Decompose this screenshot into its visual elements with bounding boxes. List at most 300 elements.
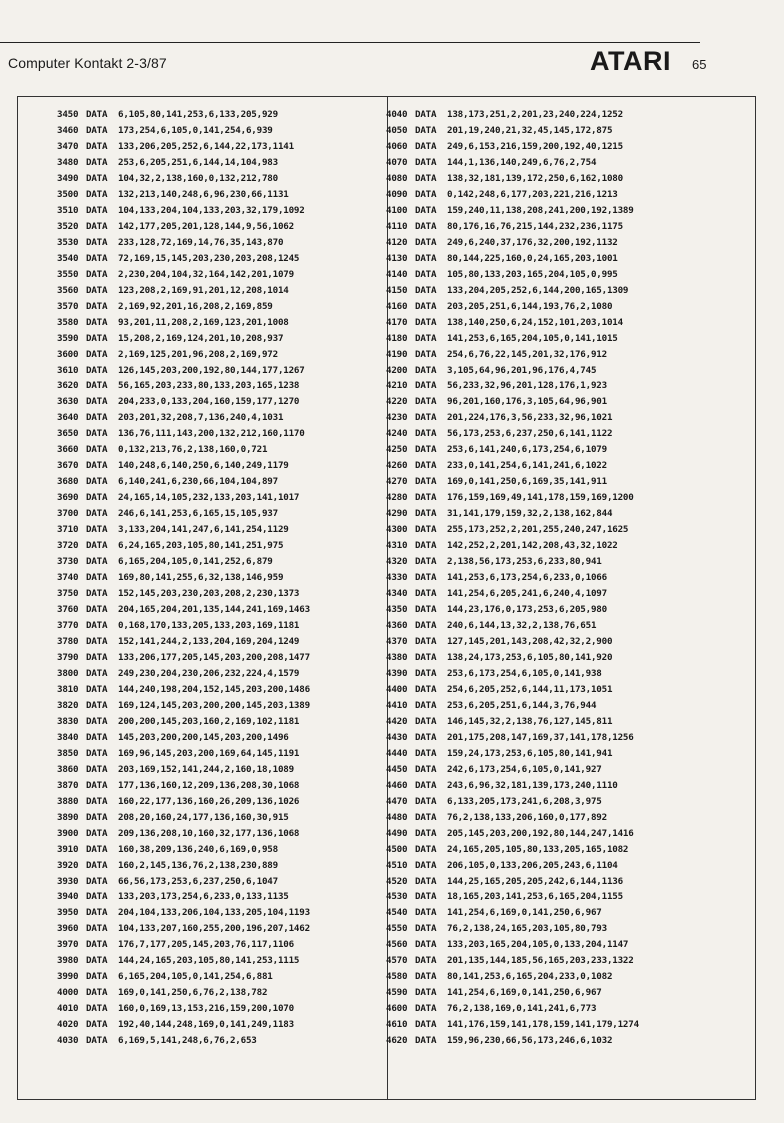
line-number: 3760: [57, 604, 79, 616]
listing-column-right: [386, 107, 639, 1049]
code-line: [386, 586, 639, 602]
line-number: 4480: [386, 811, 408, 823]
data-keyword: DATA: [86, 620, 108, 631]
data-values: 18,165,203,141,253,6,165,204,1155: [447, 891, 623, 903]
line-number: 3840: [57, 731, 79, 743]
data-values: 6,165,204,105,0,141,254,6,881: [118, 971, 273, 983]
data-values: 24,165,14,105,232,133,203,141,1017: [118, 492, 300, 504]
code-line: [57, 570, 310, 586]
line-number: 4260: [386, 460, 408, 472]
data-keyword: DATA: [415, 268, 437, 280]
line-number: 4440: [386, 747, 408, 759]
code-line: [57, 1033, 310, 1049]
data-keyword: DATA: [415, 364, 437, 376]
line-number: 3640: [57, 412, 79, 424]
code-line: [386, 634, 639, 650]
data-keyword: DATA: [86, 875, 108, 887]
line-number: 4500: [386, 843, 408, 855]
data-values: 253,6,141,240,6,173,254,6,1079: [447, 444, 607, 456]
data-values: 24,165,205,105,80,133,205,165,1082: [447, 843, 629, 855]
code-line: [57, 171, 310, 187]
data-values: 132,213,140,248,6,96,230,66,1131: [118, 188, 289, 200]
data-keyword: DATA: [86, 907, 108, 919]
data-values: 0,142,248,6,177,203,221,216,1213: [447, 188, 618, 200]
data-keyword: DATA: [415, 540, 437, 552]
data-keyword: DATA: [415, 396, 437, 408]
code-line: [57, 235, 310, 251]
code-line: [57, 778, 310, 794]
data-values: 200,200,145,203,160,2,169,102,1181: [118, 715, 300, 727]
line-number: 4530: [386, 891, 408, 903]
line-number: 3940: [57, 891, 79, 903]
data-values: 205,145,203,200,192,80,144,247,1416: [447, 827, 634, 839]
data-values: 204,233,0,133,204,160,159,177,1270: [118, 396, 300, 408]
data-values: 104,133,207,160,255,200,196,207,1462: [118, 923, 310, 935]
code-line: [57, 874, 310, 890]
data-keyword: DATA: [86, 556, 108, 568]
code-line: [57, 442, 310, 458]
code-line: [386, 554, 639, 570]
line-number: 4370: [386, 635, 408, 647]
line-number: 4050: [386, 124, 408, 136]
code-line: [57, 985, 310, 1001]
line-number: 4150: [386, 284, 408, 296]
code-line: [57, 1017, 310, 1033]
line-number: 4060: [386, 140, 408, 152]
data-values: 253,6,173,254,6,105,0,141,938: [447, 667, 602, 679]
line-number: 3880: [57, 795, 79, 807]
code-line: [57, 394, 310, 410]
data-keyword: DATA: [415, 380, 437, 392]
code-line: [57, 905, 310, 921]
data-keyword: DATA: [86, 380, 108, 392]
data-values: 249,6,153,216,159,200,192,40,1215: [447, 140, 623, 152]
line-number: 4290: [386, 508, 408, 520]
data-keyword: DATA: [86, 524, 108, 536]
line-number: 4360: [386, 620, 408, 631]
data-values: 176,159,169,49,141,178,159,169,1200: [447, 492, 634, 504]
data-keyword: DATA: [86, 492, 108, 504]
line-number: 3860: [57, 763, 79, 775]
line-number: 4570: [386, 955, 408, 967]
page-header: [0, 42, 784, 76]
line-number: 4550: [386, 923, 408, 935]
data-keyword: DATA: [415, 859, 437, 871]
data-keyword: DATA: [415, 316, 437, 328]
data-keyword: DATA: [415, 1035, 437, 1047]
data-values: 66,56,173,253,6,237,250,6,1047: [118, 875, 278, 887]
line-number: 3630: [57, 396, 79, 408]
data-values: 133,206,205,252,6,144,22,173,1141: [118, 140, 294, 152]
data-values: 246,6,141,253,6,165,15,105,937: [118, 508, 278, 520]
data-keyword: DATA: [415, 284, 437, 296]
code-line: [57, 810, 310, 826]
line-number: 4300: [386, 524, 408, 536]
code-line: [57, 538, 310, 554]
data-values: 169,124,145,203,200,200,145,203,1389: [118, 699, 310, 711]
data-keyword: DATA: [415, 524, 437, 536]
code-line: [386, 235, 639, 251]
data-keyword: DATA: [86, 747, 108, 759]
line-number: 3700: [57, 508, 79, 520]
code-line: [386, 602, 639, 618]
line-number: 3530: [57, 236, 79, 248]
code-line: [57, 219, 310, 235]
data-values: 204,165,204,201,135,144,241,169,1463: [118, 604, 310, 616]
line-number: 3650: [57, 428, 79, 440]
line-number: 4020: [57, 1019, 79, 1031]
magazine-issue: Computer Kontakt 2-3/87: [8, 55, 167, 71]
line-number: 4460: [386, 779, 408, 791]
data-values: 203,169,152,141,244,2,160,18,1089: [118, 763, 294, 775]
data-keyword: DATA: [86, 891, 108, 903]
code-line: [386, 762, 639, 778]
data-keyword: DATA: [415, 747, 437, 759]
code-line: [386, 969, 639, 985]
line-number: 3920: [57, 859, 79, 871]
data-keyword: DATA: [415, 140, 437, 152]
code-line: [57, 889, 310, 905]
line-number: 3850: [57, 747, 79, 759]
code-line: [57, 969, 310, 985]
data-keyword: DATA: [415, 843, 437, 855]
line-number: 3570: [57, 300, 79, 312]
data-keyword: DATA: [86, 1035, 108, 1047]
line-number: 3930: [57, 875, 79, 887]
code-line: [386, 985, 639, 1001]
line-number: 3500: [57, 188, 79, 200]
line-number: 4180: [386, 332, 408, 344]
code-line: [57, 283, 310, 299]
line-number: 3770: [57, 620, 79, 631]
data-keyword: DATA: [86, 444, 108, 456]
line-number: 4130: [386, 252, 408, 264]
data-keyword: DATA: [86, 412, 108, 424]
data-keyword: DATA: [86, 460, 108, 472]
code-line: [57, 139, 310, 155]
data-keyword: DATA: [86, 364, 108, 376]
line-number: 4220: [386, 396, 408, 408]
line-number: 4600: [386, 1003, 408, 1015]
line-number: 4390: [386, 667, 408, 679]
data-values: 169,96,145,203,200,169,64,145,1191: [118, 747, 300, 759]
line-number: 4410: [386, 699, 408, 711]
code-line: [386, 810, 639, 826]
data-keyword: DATA: [86, 428, 108, 440]
line-number: 4160: [386, 300, 408, 312]
line-number: 4230: [386, 412, 408, 424]
code-line: [57, 1001, 310, 1017]
data-keyword: DATA: [86, 683, 108, 695]
data-keyword: DATA: [415, 588, 437, 600]
code-line: [57, 315, 310, 331]
code-line: [386, 698, 639, 714]
line-number: 4000: [57, 987, 79, 999]
data-keyword: DATA: [415, 923, 437, 935]
line-number: 4250: [386, 444, 408, 456]
data-values: 140,248,6,140,250,6,140,249,1179: [118, 460, 289, 472]
data-keyword: DATA: [415, 1003, 437, 1015]
data-values: 138,140,250,6,24,152,101,203,1014: [447, 316, 623, 328]
code-line: [386, 842, 639, 858]
code-line: [386, 953, 639, 969]
data-keyword: DATA: [415, 444, 437, 456]
code-line: [57, 267, 310, 283]
data-values: 152,141,244,2,133,204,169,204,1249: [118, 635, 300, 647]
line-number: 3990: [57, 971, 79, 983]
data-values: 159,96,230,66,56,173,246,6,1032: [447, 1035, 613, 1047]
data-values: 133,203,173,254,6,233,0,133,1135: [118, 891, 289, 903]
code-line: [386, 251, 639, 267]
data-values: 255,173,252,2,201,255,240,247,1625: [447, 524, 629, 536]
data-keyword: DATA: [415, 939, 437, 951]
data-values: 133,206,177,205,145,203,200,208,1477: [118, 651, 310, 663]
line-number: 3810: [57, 683, 79, 695]
code-line: [57, 666, 310, 682]
data-keyword: DATA: [86, 156, 108, 168]
data-keyword: DATA: [415, 683, 437, 695]
line-number: 4540: [386, 907, 408, 919]
code-line: [386, 570, 639, 586]
code-line: [386, 937, 639, 953]
code-line: [386, 889, 639, 905]
data-values: 104,133,204,104,133,203,32,179,1092: [118, 204, 305, 216]
code-line: [386, 650, 639, 666]
line-number: 4340: [386, 588, 408, 600]
line-number: 4420: [386, 715, 408, 727]
data-keyword: DATA: [86, 540, 108, 552]
data-values: 159,24,173,253,6,105,80,141,941: [447, 747, 613, 759]
data-values: 6,24,165,203,105,80,141,251,975: [118, 540, 284, 552]
line-number: 3520: [57, 220, 79, 232]
line-number: 3510: [57, 204, 79, 216]
data-values: 144,240,198,204,152,145,203,200,1486: [118, 683, 310, 695]
code-line: [386, 378, 639, 394]
line-number: 3950: [57, 907, 79, 919]
data-keyword: DATA: [86, 252, 108, 264]
line-number: 4080: [386, 172, 408, 184]
data-keyword: DATA: [86, 939, 108, 951]
data-values: 203,201,32,208,7,136,240,4,1031: [118, 412, 284, 424]
code-line: [57, 363, 310, 379]
data-keyword: DATA: [86, 572, 108, 584]
line-number: 4350: [386, 604, 408, 616]
code-line: [57, 921, 310, 937]
data-keyword: DATA: [86, 811, 108, 823]
line-number: 4520: [386, 875, 408, 887]
data-keyword: DATA: [415, 763, 437, 775]
data-keyword: DATA: [415, 508, 437, 520]
code-line: [57, 203, 310, 219]
data-values: 201,135,144,185,56,165,203,233,1322: [447, 955, 634, 967]
code-line: [57, 251, 310, 267]
line-number: 4010: [57, 1003, 79, 1015]
data-values: 203,205,251,6,144,193,76,2,1080: [447, 300, 613, 312]
data-keyword: DATA: [415, 188, 437, 200]
code-line: [386, 299, 639, 315]
data-keyword: DATA: [415, 667, 437, 679]
line-number: 3550: [57, 268, 79, 280]
line-number: 4240: [386, 428, 408, 440]
code-line: [57, 586, 310, 602]
data-values: 144,1,136,140,249,6,76,2,754: [447, 156, 597, 168]
data-keyword: DATA: [415, 635, 437, 647]
data-values: 93,201,11,208,2,169,123,201,1008: [118, 316, 289, 328]
data-keyword: DATA: [415, 109, 437, 120]
data-keyword: DATA: [86, 109, 108, 120]
line-number: 4580: [386, 971, 408, 983]
data-values: 3,105,64,96,201,96,176,4,745: [447, 364, 597, 376]
data-keyword: DATA: [415, 124, 437, 136]
data-values: 201,224,176,3,56,233,32,96,1021: [447, 412, 613, 424]
line-number: 4040: [386, 109, 408, 120]
line-number: 4620: [386, 1035, 408, 1047]
data-keyword: DATA: [415, 891, 437, 903]
data-values: 201,175,208,147,169,37,141,178,1256: [447, 731, 634, 743]
data-values: 240,6,144,13,32,2,138,76,651: [447, 620, 597, 631]
code-line: [57, 347, 310, 363]
code-line: [386, 730, 639, 746]
data-values: 146,145,32,2,138,76,127,145,811: [447, 715, 613, 727]
data-keyword: DATA: [86, 923, 108, 935]
data-keyword: DATA: [415, 987, 437, 999]
data-values: 177,136,160,12,209,136,208,30,1068: [118, 779, 300, 791]
data-values: 6,165,204,105,0,141,252,6,879: [118, 556, 273, 568]
code-line: [57, 331, 310, 347]
data-keyword: DATA: [86, 316, 108, 328]
line-number: 4270: [386, 476, 408, 488]
data-values: 253,6,205,251,6,144,14,104,983: [118, 156, 278, 168]
line-number: 4100: [386, 204, 408, 216]
line-number: 3790: [57, 651, 79, 663]
code-line: [57, 410, 310, 426]
data-values: 242,6,173,254,6,105,0,141,927: [447, 763, 602, 775]
data-values: 160,38,209,136,240,6,169,0,958: [118, 843, 278, 855]
code-line: [57, 107, 310, 123]
code-line: [57, 618, 310, 634]
code-line: [57, 746, 310, 762]
code-line: [386, 458, 639, 474]
code-line: [57, 602, 310, 618]
data-keyword: DATA: [415, 252, 437, 264]
code-line: [57, 506, 310, 522]
line-number: 4140: [386, 268, 408, 280]
code-line: [57, 714, 310, 730]
data-keyword: DATA: [86, 955, 108, 967]
data-values: 6,169,5,141,248,6,76,2,653: [118, 1035, 257, 1047]
data-values: 56,233,32,96,201,128,176,1,923: [447, 380, 607, 392]
code-line: [57, 187, 310, 203]
data-values: 243,6,96,32,181,139,173,240,1110: [447, 779, 618, 791]
line-number: 3750: [57, 588, 79, 600]
line-number: 3460: [57, 124, 79, 136]
data-values: 123,208,2,169,91,201,12,208,1014: [118, 284, 289, 296]
data-keyword: DATA: [86, 1019, 108, 1031]
code-line: [386, 538, 639, 554]
data-keyword: DATA: [415, 955, 437, 967]
data-keyword: DATA: [415, 348, 437, 360]
line-number: 3710: [57, 524, 79, 536]
line-number: 3800: [57, 667, 79, 679]
data-values: 141,254,6,205,241,6,240,4,1097: [447, 588, 607, 600]
data-keyword: DATA: [415, 715, 437, 727]
data-values: 141,254,6,169,0,141,250,6,967: [447, 987, 602, 999]
data-values: 254,6,76,22,145,201,32,176,912: [447, 348, 607, 360]
line-number: 4170: [386, 316, 408, 328]
data-values: 0,168,170,133,205,133,203,169,1181: [118, 620, 300, 631]
listing-frame: [17, 96, 756, 1100]
line-number: 3740: [57, 572, 79, 584]
data-values: 249,6,240,37,176,32,200,192,1132: [447, 236, 618, 248]
line-number: 4470: [386, 795, 408, 807]
data-keyword: DATA: [86, 172, 108, 184]
data-values: 141,176,159,141,178,159,141,179,1274: [447, 1019, 639, 1031]
code-line: [386, 474, 639, 490]
data-keyword: DATA: [415, 731, 437, 743]
data-keyword: DATA: [86, 348, 108, 360]
data-keyword: DATA: [415, 811, 437, 823]
code-line: [57, 299, 310, 315]
data-keyword: DATA: [86, 204, 108, 216]
code-line: [386, 219, 639, 235]
data-values: 169,0,141,250,6,76,2,138,782: [118, 987, 268, 999]
line-number: 4450: [386, 763, 408, 775]
brand-title: ATARI: [590, 46, 671, 76]
line-number: 3480: [57, 156, 79, 168]
data-values: 160,0,169,13,153,216,159,200,1070: [118, 1003, 294, 1015]
data-keyword: DATA: [86, 699, 108, 711]
data-values: 80,176,16,76,215,144,232,236,1175: [447, 220, 623, 232]
line-number: 3900: [57, 827, 79, 839]
data-values: 2,230,204,104,32,164,142,201,1079: [118, 268, 294, 280]
data-keyword: DATA: [86, 140, 108, 152]
code-line: [386, 921, 639, 937]
data-values: 141,254,6,169,0,141,250,6,967: [447, 907, 602, 919]
code-line: [386, 778, 639, 794]
header-rule: [0, 42, 700, 43]
code-line: [57, 650, 310, 666]
data-values: 2,138,56,173,253,6,233,80,941: [447, 556, 602, 568]
line-number: 4320: [386, 556, 408, 568]
data-values: 6,133,205,173,241,6,208,3,975: [447, 795, 602, 807]
data-keyword: DATA: [415, 220, 437, 232]
data-values: 136,76,111,143,200,132,212,160,1170: [118, 428, 305, 440]
data-values: 141,253,6,173,254,6,233,0,1066: [447, 572, 607, 584]
line-number: 3730: [57, 556, 79, 568]
data-values: 56,165,203,233,80,133,203,165,1238: [118, 380, 300, 392]
data-values: 2,169,125,201,96,208,2,169,972: [118, 348, 278, 360]
line-number: 3870: [57, 779, 79, 791]
line-number: 4190: [386, 348, 408, 360]
data-values: 160,22,177,136,160,26,209,136,1026: [118, 795, 300, 807]
code-line: [386, 331, 639, 347]
line-number: 4400: [386, 683, 408, 695]
data-keyword: DATA: [86, 971, 108, 983]
line-number: 4030: [57, 1035, 79, 1047]
data-values: 127,145,201,143,208,42,32,2,900: [447, 635, 613, 647]
line-number: 4380: [386, 651, 408, 663]
listing-column-left: [57, 107, 310, 1049]
data-values: 31,141,179,159,32,2,138,162,844: [447, 508, 613, 520]
data-keyword: DATA: [415, 620, 437, 631]
data-keyword: DATA: [86, 651, 108, 663]
code-line: [57, 953, 310, 969]
line-number: 4070: [386, 156, 408, 168]
data-values: 138,173,251,2,201,23,240,224,1252: [447, 109, 623, 120]
data-values: 76,2,138,133,206,160,0,177,892: [447, 811, 607, 823]
code-line: [386, 874, 639, 890]
line-number: 3690: [57, 492, 79, 504]
